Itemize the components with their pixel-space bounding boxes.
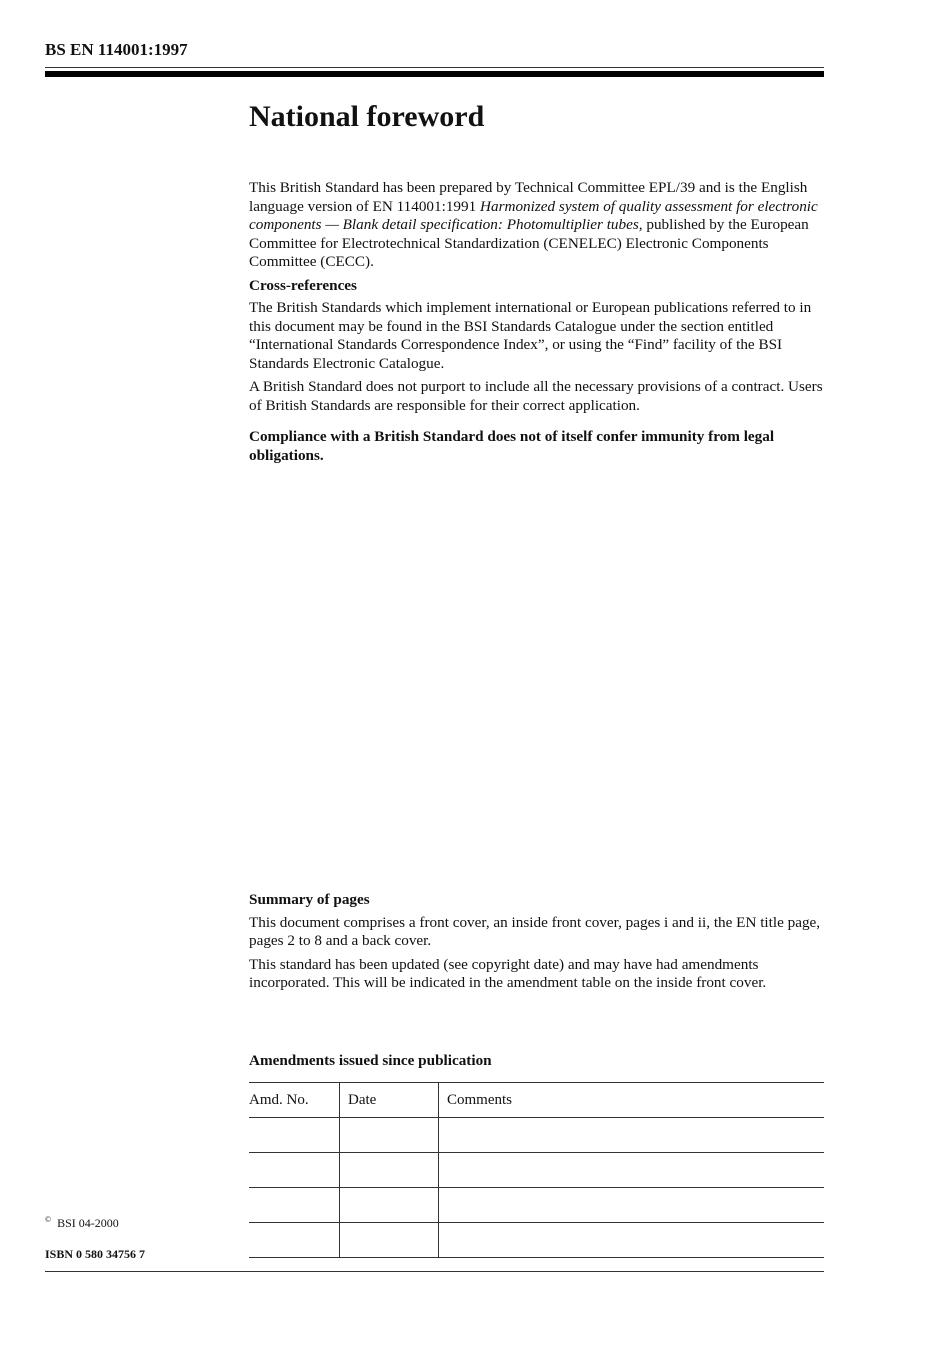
intro-title-italic: Harmonized system of quality assessment for electronic components — Blank detail specification: Photomultiplier tubes, bbox=[249, 197, 818, 233]
table-cell bbox=[439, 1118, 825, 1153]
amendments-heading: Amendments issued since publication bbox=[249, 1052, 492, 1069]
intro-paragraph bbox=[249, 179, 829, 272]
table-cell bbox=[439, 1153, 825, 1188]
summary-heading: Summary of pages bbox=[249, 891, 370, 908]
table-cell bbox=[340, 1118, 439, 1153]
table-cell bbox=[249, 1188, 340, 1223]
foreword-body bbox=[249, 179, 829, 470]
provisions-paragraph: A British Standard does not purport to include all the necessary provisions of a contract. Users of British Standards are responsible for their correct application. bbox=[249, 378, 823, 414]
amendments-table bbox=[249, 1082, 824, 1258]
isbn: ISBN 0 580 34756 7 bbox=[45, 1247, 146, 1261]
header-rule-thin bbox=[45, 67, 824, 68]
intro-text-a: This British Standard has been prepared by Technical Committee EPL/39 and is the English language version of EN 114001:1991 bbox=[249, 179, 808, 215]
document-code: BS EN 114001:1997 bbox=[45, 40, 188, 59]
summary-paragraph-1: This document comprises a front cover, an inside front cover, pages i and ii, the EN title page, pages 2 to 8 and a back cover. bbox=[249, 913, 821, 949]
intro-text-b: published by the European Committee for Electrotechnical Standardization (CENELEC) Electronic Components Committee (CECC). bbox=[249, 216, 809, 270]
summary-paragraph-2: This standard has been updated (see copyright date) and may have had amendments incorporated. This will be indicated in the amendment table on the inside front cover. bbox=[249, 955, 767, 991]
table-cell bbox=[340, 1153, 439, 1188]
table-cell bbox=[340, 1223, 439, 1258]
copyright-symbol: © bbox=[45, 1215, 52, 1224]
table-row bbox=[249, 1188, 824, 1223]
column-header-comments: Comments bbox=[439, 1083, 825, 1118]
table-row bbox=[249, 1153, 824, 1188]
table-cell bbox=[439, 1223, 825, 1258]
table-row bbox=[249, 1223, 824, 1258]
table-row bbox=[249, 1118, 824, 1153]
table-cell bbox=[249, 1153, 340, 1188]
table-cell bbox=[439, 1188, 825, 1223]
page-title: National foreword bbox=[249, 100, 485, 133]
header-rule-thick bbox=[45, 71, 824, 77]
copyright-text: BSI 04-2000 bbox=[57, 1216, 119, 1230]
column-header-date: Date bbox=[340, 1083, 439, 1118]
footer-rule bbox=[45, 1271, 824, 1272]
cross-references-paragraph: The British Standards which implement international or European publications referred to in this document may be found in the BSI Standards Catalogue under the section entitled “International Standards Correspondence Index”, or using the “Find” facility of the BSI Standards Electronic Catalogue. bbox=[249, 299, 812, 372]
compliance-statement: Compliance with a British Standard does not of itself confer immunity from legal obligations. bbox=[249, 428, 775, 464]
table-header-row bbox=[249, 1083, 824, 1118]
summary-section bbox=[249, 891, 829, 998]
column-header-amd-no: Amd. No. bbox=[249, 1083, 340, 1118]
table-cell bbox=[249, 1223, 340, 1258]
table-cell bbox=[340, 1188, 439, 1223]
cross-references-heading: Cross-references bbox=[249, 276, 357, 294]
table-cell bbox=[249, 1118, 340, 1153]
copyright-notice bbox=[45, 1215, 119, 1231]
